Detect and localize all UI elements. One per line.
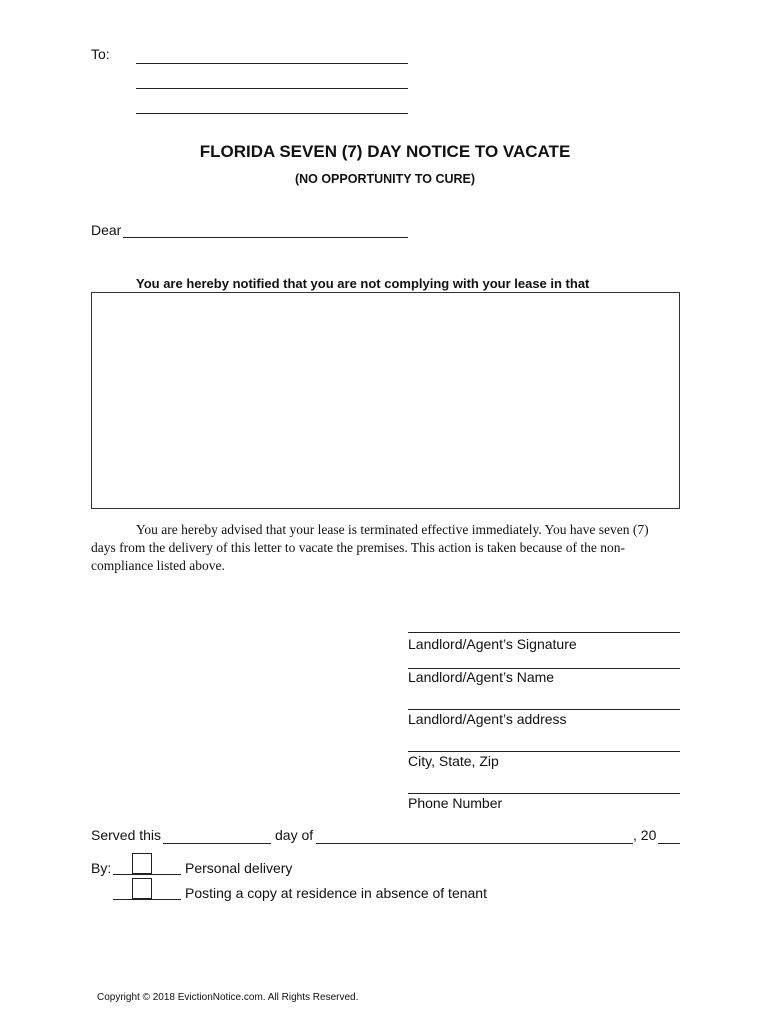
posting-copy-label: Posting a copy at residence in absence of tenant <box>185 885 487 901</box>
served-day-field[interactable] <box>163 825 271 844</box>
landlord-address-field[interactable] <box>408 691 680 710</box>
served-month-field[interactable] <box>316 825 633 844</box>
city-label: City, State, Zip <box>408 753 499 769</box>
year-prefix-label: , 20 <box>633 827 657 843</box>
posting-copy-checkbox[interactable] <box>132 878 152 899</box>
notice-body-line-1: You are hereby advised that your lease is terminated effective immediately. You have seven (7) <box>136 522 649 537</box>
day-of-label: day of <box>275 827 314 843</box>
landlord-name-field[interactable] <box>408 650 680 669</box>
to-label: To: <box>91 46 110 62</box>
signature-label: Landlord/Agent’s Signature <box>408 636 577 652</box>
by-label: By: <box>91 860 112 876</box>
noncompliance-lead-text: You are hereby notified that you are not complying with your lease in that <box>136 276 590 291</box>
personal-delivery-checkbox[interactable] <box>132 853 152 874</box>
personal-delivery-underline <box>113 874 181 875</box>
recipient-line-1-field[interactable] <box>136 45 408 64</box>
recipient-line-2-field[interactable] <box>136 70 408 89</box>
recipient-line-3-field[interactable] <box>136 95 408 114</box>
address-label: Landlord/Agent’s address <box>408 711 567 727</box>
noncompliance-description-box[interactable] <box>91 292 680 509</box>
tenant-name-field[interactable] <box>123 219 408 238</box>
name-label: Landlord/Agent’s Name <box>408 669 555 685</box>
phone-label: Phone Number <box>408 795 503 811</box>
personal-delivery-label: Personal delivery <box>185 860 293 876</box>
landlord-signature-field[interactable] <box>408 614 680 633</box>
landlord-phone-field[interactable] <box>408 775 680 794</box>
dear-label: Dear <box>91 222 122 238</box>
served-label: Served this <box>91 827 162 843</box>
copyright-footer: Copyright © 2018 EvictionNotice.com. All Rights Reserved. <box>97 992 359 1003</box>
posting-underline <box>113 899 181 900</box>
served-year-field[interactable] <box>658 825 680 844</box>
document-subtitle: (NO OPPORTUNITY TO CURE) <box>294 172 476 186</box>
document-title: FLORIDA SEVEN (7) DAY NOTICE TO VACATE <box>199 142 571 161</box>
notice-body-line-2: days from the delivery of this letter to vacate the premises. This action is taken because of the non- <box>91 540 625 555</box>
landlord-city-field[interactable] <box>408 733 680 752</box>
notice-body-line-3: compliance listed above. <box>91 558 225 573</box>
